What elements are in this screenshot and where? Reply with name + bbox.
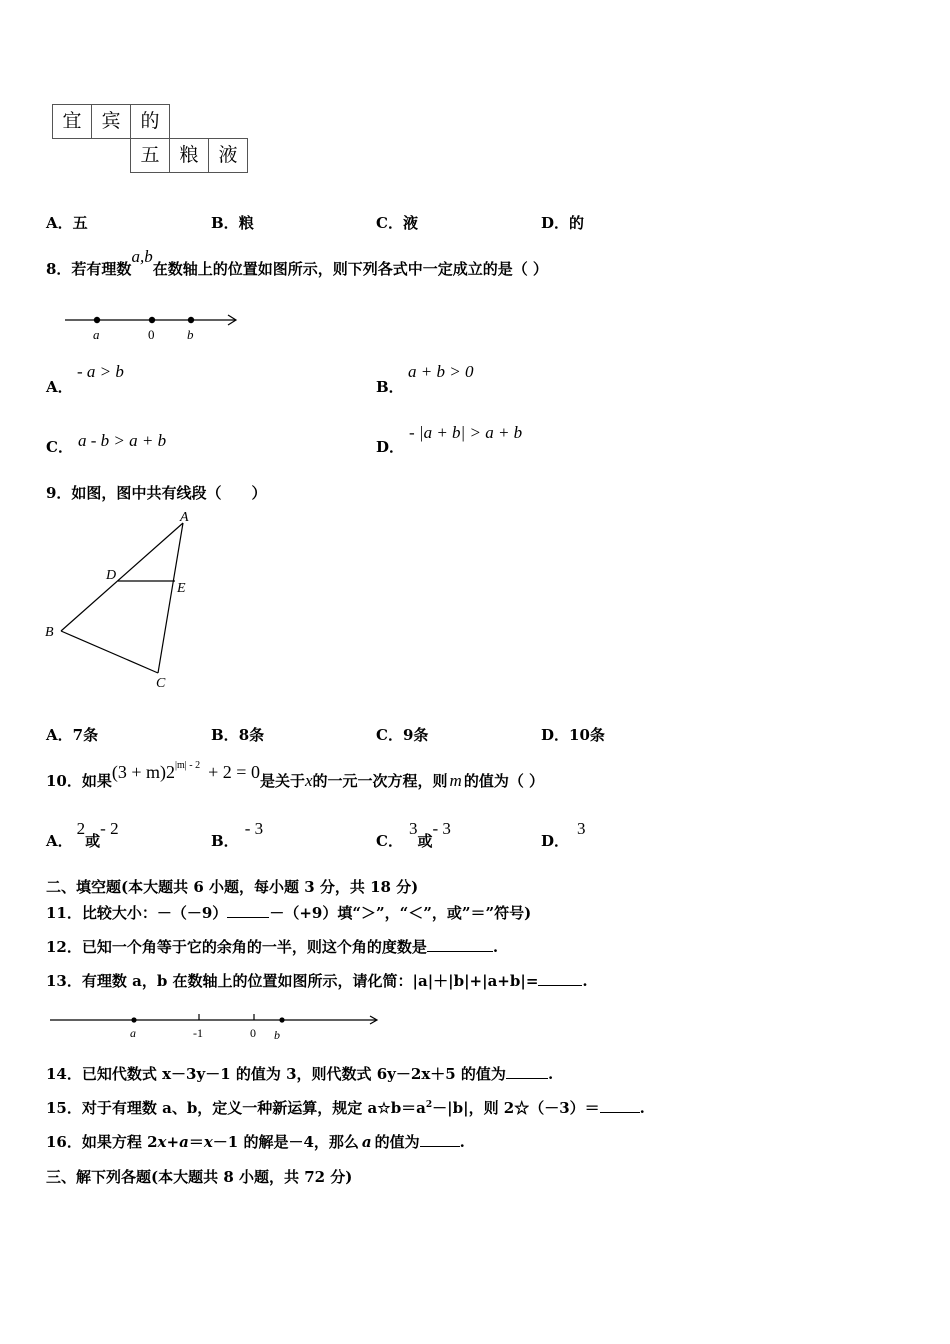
net-cell: 的: [130, 104, 170, 139]
net-cell: 宾: [91, 104, 131, 139]
q15-blank[interactable]: [600, 1112, 640, 1113]
q7-option-d[interactable]: D．的: [541, 214, 585, 232]
point-b-dot: [279, 1017, 284, 1022]
q10-option-d[interactable]: D．3: [541, 819, 586, 850]
q12: 12．已知一个角等于它的余角的一半，则这个角的度数是 .: [46, 938, 499, 956]
q8-option-a[interactable]: A． - a > b: [46, 362, 124, 396]
q9-option-d[interactable]: D．10条: [541, 726, 605, 744]
net-cell: 粮: [169, 138, 209, 173]
label-A: A: [180, 510, 189, 525]
q9-option-a[interactable]: A．7条: [46, 726, 99, 744]
q13-number-line: [46, 1008, 386, 1044]
axis-label-0: 0: [148, 327, 155, 342]
segment-AB: [61, 523, 183, 631]
label-C: C: [156, 676, 166, 691]
axis-label-a: a: [93, 327, 100, 342]
net-cell: 五: [130, 138, 170, 173]
net-cell: 液: [208, 138, 248, 173]
net-cell: 宜: [52, 104, 92, 139]
q14: 14．已知代数式 x－3y－1 的值为 3，则代数式 6y－2x＋5 的值为 .: [46, 1065, 554, 1083]
q10-stem: 10．如果$(3 + m)2^{|m| - 2} + 2 = 0$是关于x的一元一次方程，则 m 的值为（ ）: [46, 760, 545, 790]
q8-stem: 8．若有理数a,b在数轴上的位置如图所示，则下列各式中一定成立的是（ ）: [46, 247, 548, 278]
axis-label-b: b: [274, 1028, 280, 1042]
axis-label-0: 0: [250, 1026, 256, 1040]
q11-blank[interactable]: [227, 917, 269, 918]
q8-option-b[interactable]: B． a + b > 0: [376, 362, 474, 396]
q7-option-b[interactable]: B．粮: [211, 214, 254, 232]
section-2-heading: 二、填空题(本大题共 6 小题，每小题 3 分，共 18 分): [46, 878, 419, 896]
q8-option-d[interactable]: D． - |a + b| > a + b: [376, 423, 523, 456]
q10-option-a[interactable]: A．2或- 2: [46, 819, 119, 850]
segment-AC: [158, 523, 183, 673]
q12-blank[interactable]: [427, 951, 493, 952]
q10-option-c[interactable]: C．3或- 3: [376, 819, 451, 850]
q8-number-line: [60, 308, 245, 344]
axis-label-minus-1: -1: [193, 1026, 203, 1040]
axis-label-b: b: [187, 327, 194, 342]
section-3-heading: 三、解下列各题(本大题共 8 小题，共 72 分): [46, 1168, 353, 1186]
label-B: B: [45, 625, 54, 640]
label-D: D: [106, 568, 117, 583]
axis-label-a: a: [130, 1026, 136, 1040]
label-E: E: [177, 581, 186, 596]
q7-option-c[interactable]: C．液: [376, 214, 418, 232]
q13: 13．有理数 a，b 在数轴上的位置如图所示，请化简：|a|＋|b|+|a+b|= .: [46, 972, 588, 990]
point-0-dot: [149, 317, 155, 323]
q10-option-b[interactable]: B．- 3: [211, 819, 264, 850]
q8-option-c[interactable]: C． a - b > a + b: [46, 431, 167, 456]
q11: 11．比较大小：－（－9） －（+9）填“＞”，“＜”，或”＝”符号): [46, 904, 532, 922]
point-a-dot: [131, 1017, 136, 1022]
point-b-dot: [188, 317, 194, 323]
q16-blank[interactable]: [420, 1146, 460, 1147]
q9-option-c[interactable]: C．9条: [376, 726, 429, 744]
q14-blank[interactable]: [506, 1078, 548, 1079]
q13-blank[interactable]: [538, 985, 582, 986]
q16: 16．如果方程 2x+a＝x－1 的解是－4，那么 a 的值为 .: [46, 1133, 465, 1151]
point-a-dot: [94, 317, 100, 323]
q9-stem: 9．如图，图中共有线段（ ）: [46, 484, 267, 502]
q7-option-a[interactable]: A．五: [46, 214, 88, 232]
q9-triangle-figure: [40, 505, 210, 695]
q15: 15．对于有理数 a、b，定义一种新运算，规定 $a☆b=a^2-|b|$，则 2☆（－3）＝ .: [46, 1099, 645, 1117]
q9-option-b[interactable]: B．8条: [211, 726, 265, 744]
segment-BC: [61, 631, 158, 673]
